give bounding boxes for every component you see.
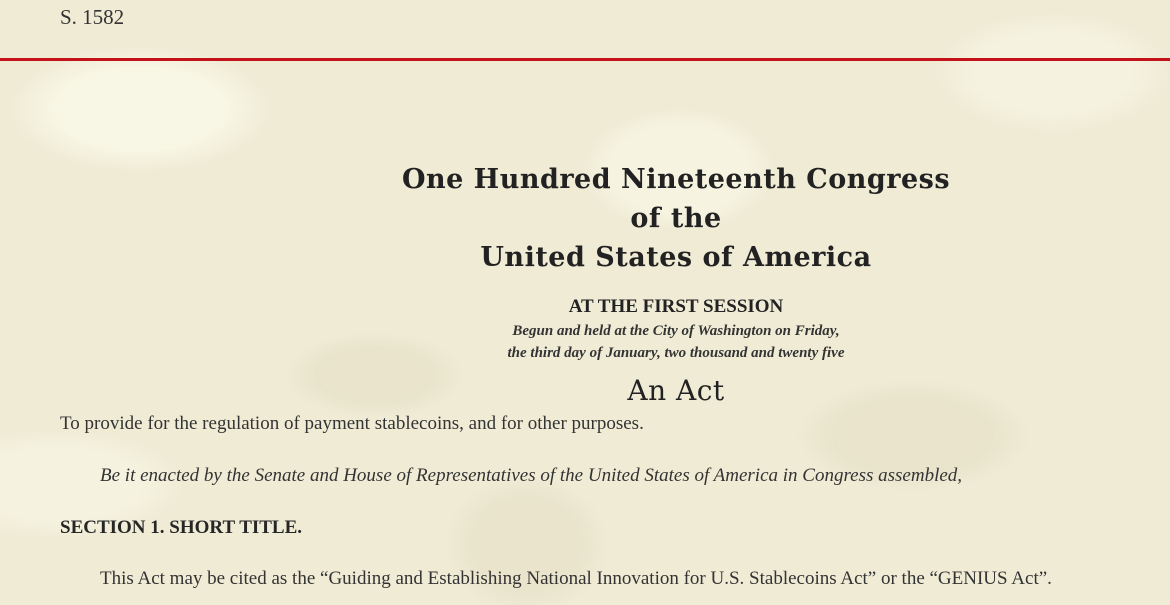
section-heading: SECTION 1. SHORT TITLE. bbox=[60, 517, 303, 538]
session-date-line-2: the third day of January, two thousand and twenty five bbox=[507, 345, 845, 361]
bill-number: S. 1582 bbox=[60, 5, 125, 29]
purpose-statement: To provide for the regulation of payment stablecoins, and for other purposes. bbox=[60, 413, 644, 434]
congress-title-line-3: United States of America bbox=[480, 242, 872, 273]
session-date-line-1: Begun and held at the City of Washington on Friday, bbox=[512, 323, 840, 339]
congress-title-line-2: of the bbox=[630, 203, 722, 234]
header-divider bbox=[0, 58, 1170, 61]
enacting-clause: Be it enacted by the Senate and House of Representatives of the United States of America in Congress assembled, bbox=[100, 465, 963, 486]
section-text: This Act may be cited as the “Guiding and Establishing National Innovation for U.S. Stablecoins Act” or the “GENIUS Act”. bbox=[100, 568, 1052, 589]
an-act-heading: An Act bbox=[627, 374, 725, 407]
congress-title-line-1: One Hundred Nineteenth Congress bbox=[401, 164, 951, 195]
session-heading: AT THE FIRST SESSION bbox=[568, 296, 784, 317]
